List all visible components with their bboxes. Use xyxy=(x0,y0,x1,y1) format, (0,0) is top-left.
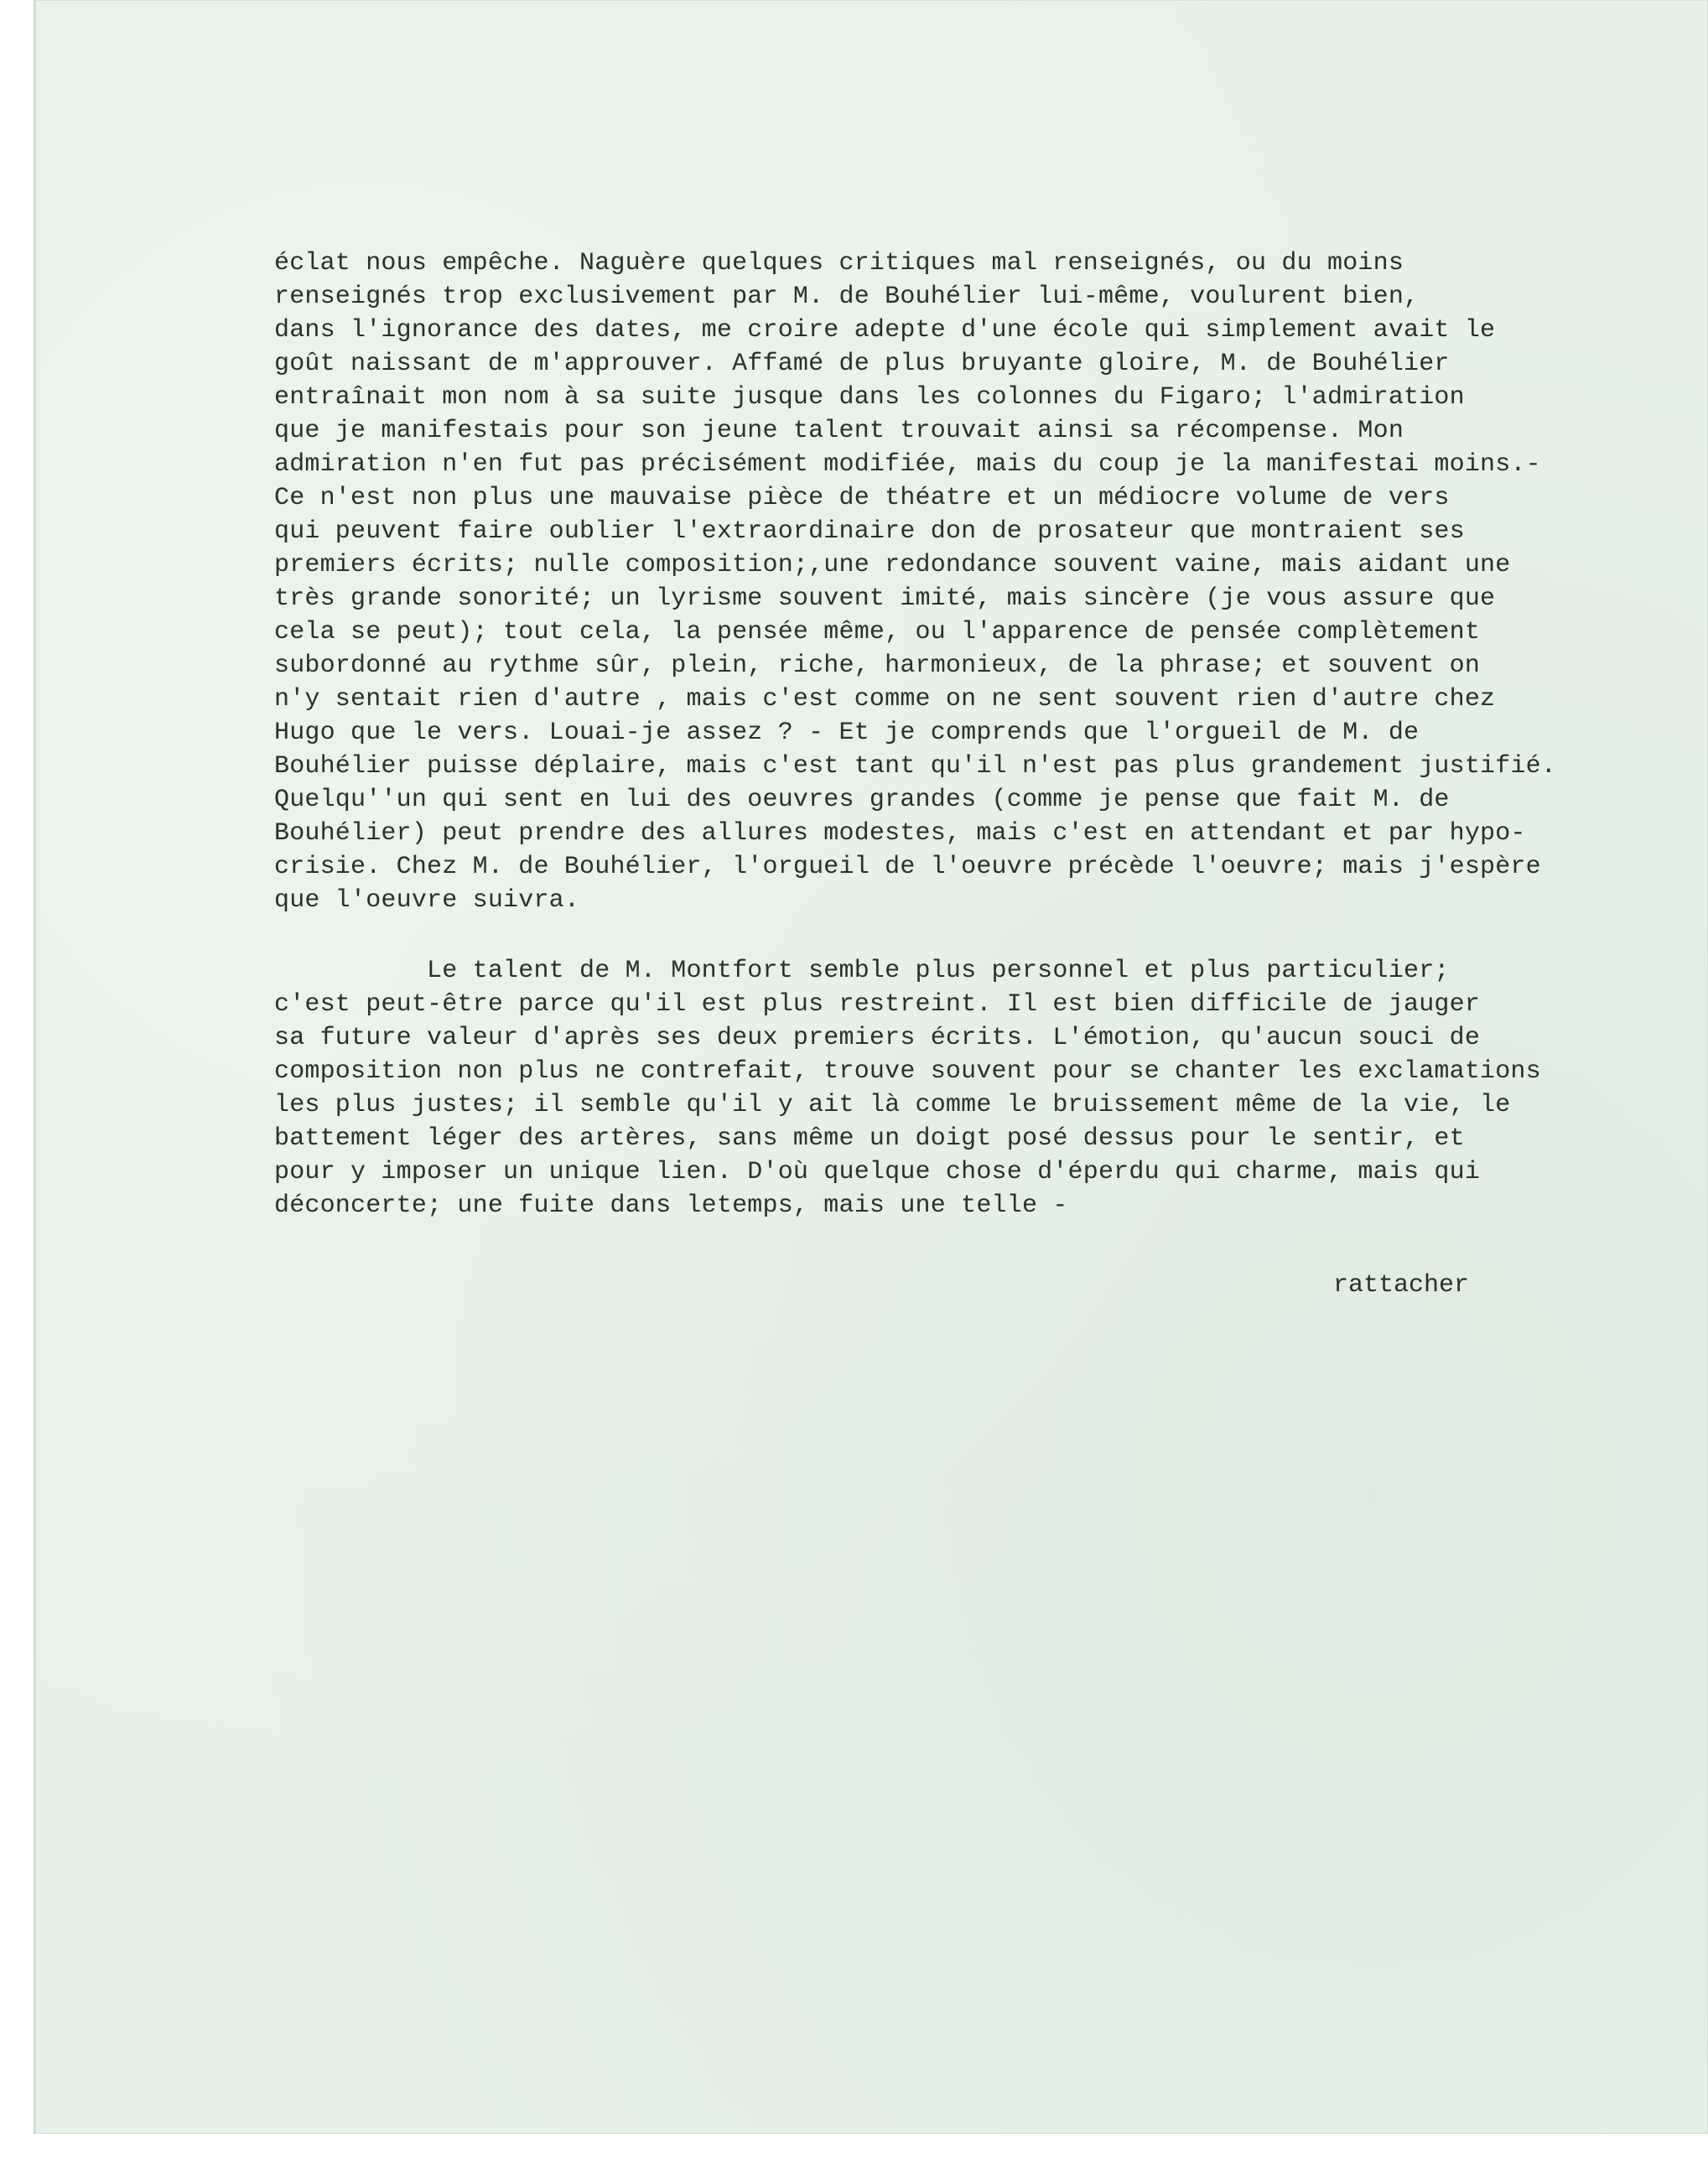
paragraph-1-line-3: dans l'ignorance des dates, me croire adepte d'une école qui simplement avait le xyxy=(274,316,1496,345)
typewritten-page xyxy=(35,0,1708,2134)
paragraph-1-line-4: goût naissant de m'approuver. Affamé de plus bruyante gloire, M. de Bouhélier xyxy=(274,350,1450,378)
paragraph-2-line-5: les plus justes; il semble qu'il y ait là comme le bruissement même de la vie, le xyxy=(274,1091,1511,1119)
paragraph-2-line-6: battement léger des artères, sans même un doigt posé dessus pour le sentir, et xyxy=(274,1124,1465,1153)
page-text-block xyxy=(35,0,1708,2134)
paragraph-2-line-4: composition non plus ne contrefait, trouve souvent pour se chanter les exclamations xyxy=(274,1057,1541,1086)
paragraph-1-line-13: subordonné au rythme sûr, plein, riche, harmonieux, de la phrase; et souvent on xyxy=(274,651,1481,680)
paragraph-2-line-7: pour y imposer un unique lien. D'où quelque chose d'éperdu qui charme, mais qui xyxy=(274,1158,1481,1186)
paragraph-1-line-10: premiers écrits; nulle composition;,une redondance souvent vaine, mais aidant une xyxy=(274,551,1511,579)
paragraph-1-line-1: éclat nous empêche. Naguère quelques critiques mal renseignés, ou du moins xyxy=(274,249,1404,278)
paragraph-2-line-3: sa future valeur d'après ses deux premiers écrits. L'émotion, qu'aucun souci de xyxy=(274,1024,1481,1052)
paragraph-1-line-18: Bouhélier) peut prendre des allures modestes, mais c'est en attendant et par hypo- xyxy=(274,819,1526,848)
paragraph-1-line-8: Ce n'est non plus une mauvaise pièce de théatre et un médiocre volume de vers xyxy=(274,484,1450,512)
paragraph-1-line-14: n'y sentait rien d'autre , mais c'est comme on ne sent souvent rien d'autre chez xyxy=(274,685,1496,714)
paragraph-2-line-1: Le talent de M. Montfort semble plus personnel et plus particulier; xyxy=(274,957,1450,985)
paragraph-2-line-8: déconcerte; une fuite dans letemps, mais une telle - xyxy=(274,1191,1068,1220)
paragraph-1-line-7: admiration n'en fut pas précisément modifiée, mais du coup je la manifestai moins.- xyxy=(274,450,1541,479)
paragraph-1-line-2: renseignés trop exclusivement par M. de Bouhélier lui-même, voulurent bien, xyxy=(274,283,1420,311)
paragraph-1-line-11: très grande sonorité; un lyrisme souvent imité, mais sincère (je vous assure que xyxy=(274,584,1496,613)
paragraph-1-line-19: crisie. Chez M. de Bouhélier, l'orgueil de l'oeuvre précède l'oeuvre; mais j'espère xyxy=(274,853,1541,881)
paragraph-1-line-17: Quelqu''un qui sent en lui des oeuvres grandes (comme je pense que fait M. de xyxy=(274,786,1450,814)
paragraph-1-line-16: Bouhélier puisse déplaire, mais c'est tant qu'il n'est pas plus grandement justifié. xyxy=(274,752,1557,781)
paragraph-2-line-2: c'est peut-être parce qu'il est plus restreint. Il est bien difficile de jauger xyxy=(274,990,1481,1019)
closing-word: rattacher xyxy=(1333,1271,1470,1300)
paragraph-1-line-6: que je manifestais pour son jeune talent trouvait ainsi sa récompense. Mon xyxy=(274,417,1404,445)
paragraph-1-line-5: entraînait mon nom à sa suite jusque dans les colonnes du Figaro; l'admiration xyxy=(274,383,1465,412)
paragraph-1-line-20: que l'oeuvre suivra. xyxy=(274,886,580,915)
paragraph-1-line-12: cela se peut); tout cela, la pensée même, ou l'apparence de pensée complètement xyxy=(274,618,1481,646)
paragraph-1-line-9: qui peuvent faire oublier l'extraordinaire don de prosateur que montraient ses xyxy=(274,517,1465,546)
paragraph-1-line-15: Hugo que le vers. Louai-je assez ? - Et je comprends que l'orgueil de M. de xyxy=(274,719,1420,747)
